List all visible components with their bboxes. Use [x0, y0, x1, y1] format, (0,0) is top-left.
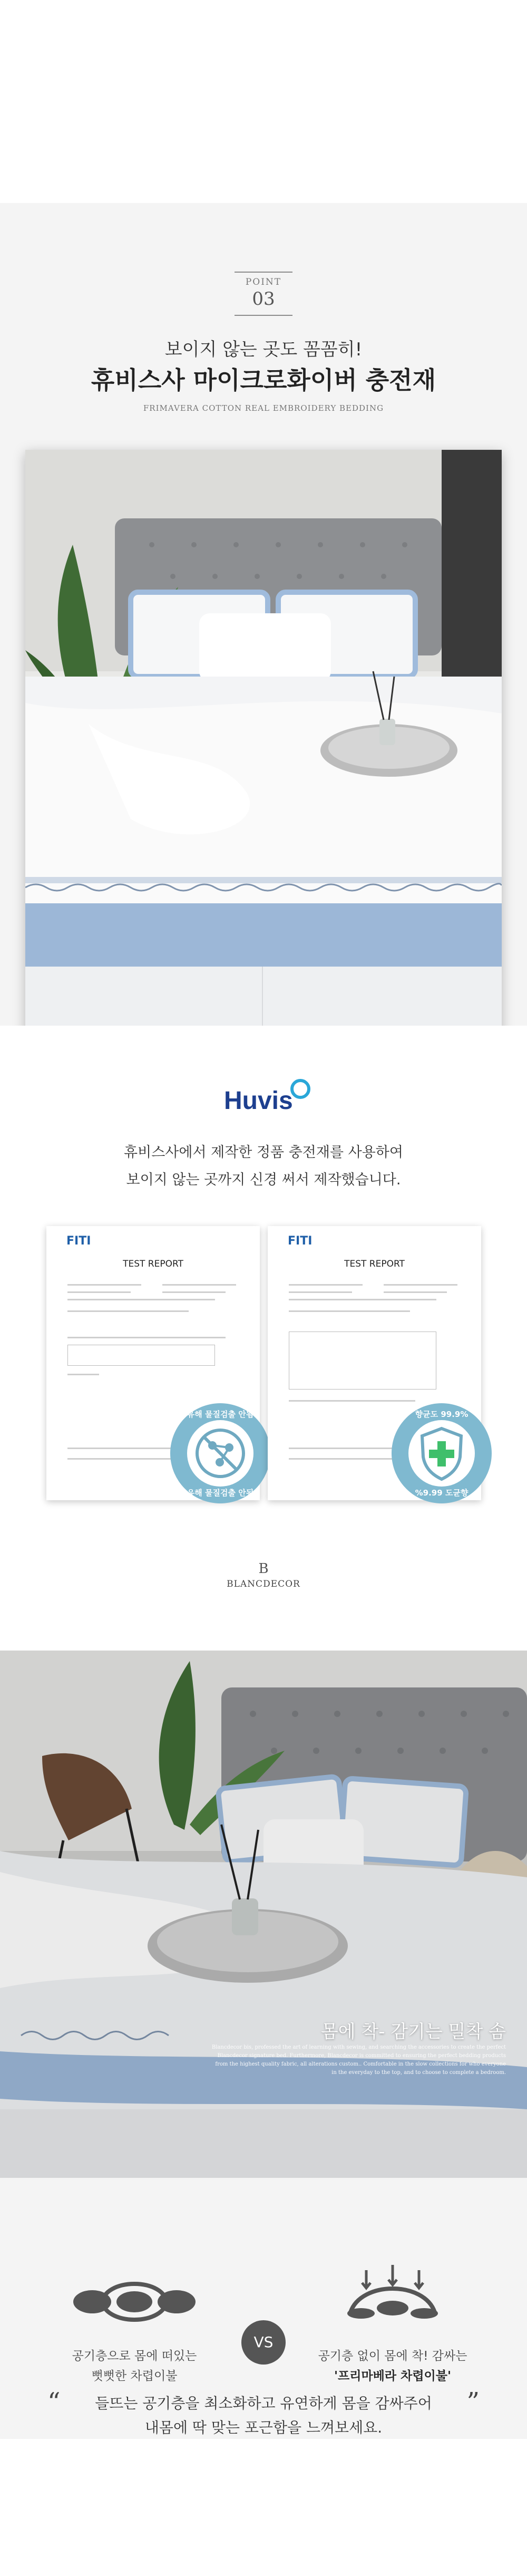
stamp-top-text: 향균도 99.9% [415, 1410, 469, 1419]
quote-line-1: 들뜨는 공기층을 최소화하고 유연하게 몸을 감싸주어 [95, 2395, 432, 2412]
antibacterial-stamp [392, 1403, 492, 1503]
closing-quote [0, 2387, 527, 2440]
report-title: TEST REPORT [123, 1259, 183, 1269]
divider-bottom [235, 315, 292, 316]
point-number: 03 [252, 288, 275, 310]
report-title: TEST REPORT [344, 1259, 405, 1269]
bedroom-photo-illustration-2 [0, 1651, 527, 2178]
report-table [289, 1332, 436, 1390]
quote-line-2: 내몸에 딱 맞는 포근함을 느껴보세요. [144, 2419, 383, 2436]
bedding-photo-1 [25, 450, 502, 1040]
brand-name: BLANCDECOR [227, 1579, 300, 1589]
photo2-headline: 몸에 착- 감기는 밀착 솜 [320, 2021, 506, 2042]
molecule-ban-icon [187, 1420, 253, 1487]
huvis-description-line-1: 휴비스사에서 제작한 정품 충전재를 사용하여 [124, 1144, 403, 1161]
photo2-description: Blancdecor bis, professed the art of learning with sewing, and searching the accessories to create the perfect Blancdecor signature bed. Furthermore, Blancdecor is committed to ensuring the perfect bedding products from the highest quality fabric, all alterations custom.. Comfortable in the slow collections for who everyone in the everyday to the top, and to choose to complete a bedroom. [211, 2044, 506, 2076]
comparison-left-line-2: 뻣뻣한 차렵이불 [91, 2369, 178, 2383]
huvis-logo [213, 1068, 319, 1121]
quote-close-mark: ” [466, 2387, 480, 2417]
report-table [67, 1345, 215, 1366]
vs-badge: VS [241, 2320, 286, 2365]
brand-logo [211, 1561, 316, 1589]
stamp-center [408, 1420, 475, 1487]
top-blank-area [0, 0, 527, 203]
huvis-logo-mark [213, 1068, 319, 1121]
comparison-right [314, 2265, 472, 2386]
huvis-description [0, 1139, 527, 1194]
huvis-logo-text: Huvis [224, 1087, 293, 1115]
comparison-right-line-2 [314, 2366, 472, 2386]
point-badge [232, 272, 295, 316]
fiti-logo: FITI [66, 1234, 91, 1248]
divider-top [235, 272, 292, 273]
stamp-center [187, 1420, 253, 1487]
comparison-left [55, 2265, 213, 2386]
comparison-section [0, 2178, 527, 2439]
comparison-left-line-1: 공기층으로 몸에 떠있는 [72, 2349, 197, 2363]
bottom-blank-area [0, 2439, 527, 2576]
brand-monogram: B [258, 1561, 269, 1577]
point-label: POINT [245, 277, 282, 287]
huvis-section [0, 1026, 527, 1651]
quote-open-mark: “ [47, 2387, 61, 2417]
loose-fill-diagram-icon [55, 2265, 213, 2328]
comparison-right-line-1: 공기층 없이 몸에 착! 감싸는 [318, 2349, 467, 2363]
fiti-logo: FITI [288, 1234, 313, 1248]
stamp-top-text: 유해 물질검출 안됨 [187, 1410, 254, 1419]
point-title: 휴비스사 마이크로화이버 충전재 [91, 366, 436, 394]
bedroom-photo-illustration [25, 450, 502, 1040]
huvis-description-line-2: 보이지 않는 곳까지 신경 써서 제작했습니다. [126, 1172, 401, 1188]
comparison-right-text [314, 2346, 472, 2386]
test-report-card-2 [268, 1226, 481, 1500]
fitted-fill-diagram-icon [314, 2265, 472, 2328]
stamp-bottom-text: %9.99 도균향 [415, 1488, 469, 1498]
point-subtitle: 보이지 않는 곳도 꼼꼼히! [164, 339, 363, 360]
shield-cross-icon [408, 1420, 475, 1487]
safety-stamp-1 [170, 1403, 270, 1503]
point-caption: FRIMAVERA COTTON REAL EMBROIDERY BEDDING [143, 403, 384, 413]
comparison-left-text [55, 2346, 213, 2386]
comparison-right-emphasis: '프리마베라 차렵이불' [334, 2369, 452, 2383]
test-report-card-1 [46, 1226, 260, 1500]
stamp-bottom-text: 유해 물질검출 안됨 [187, 1488, 254, 1498]
point-section [0, 203, 527, 1026]
bedding-photo-2 [0, 1651, 527, 2178]
